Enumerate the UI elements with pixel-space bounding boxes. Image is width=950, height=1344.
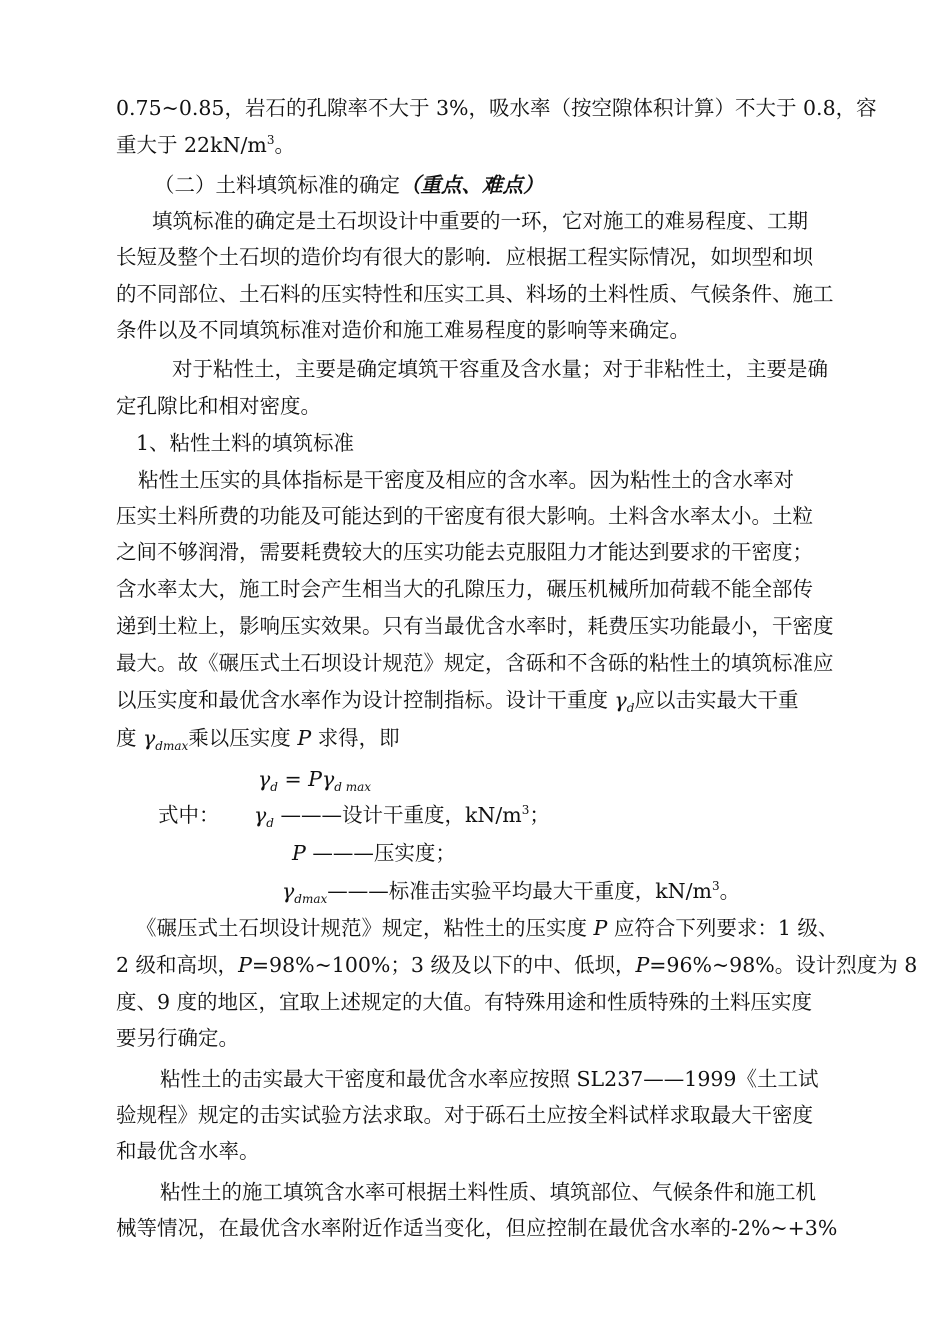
paragraph-line: 2 级和高坝，P=98%~100%；3 级及以下的中、低坝，P=96%~98%。设计烈度为 8 <box>116 953 918 977</box>
paragraph-line: 要另行确定。 <box>116 1026 239 1050</box>
paragraph-line: 条件以及不同填筑标准对造价和施工难易程度的影响等来确定。 <box>116 318 690 342</box>
paragraph-line: 之间不够润滑，需要耗费较大的压实功能去克服阻力才能达到要求的干密度； <box>116 540 813 564</box>
paragraph-line: 《碾压式土石坝设计规范》规定，粘性土的压实度 P 应符合下列要求：1 级、 <box>136 916 839 940</box>
paragraph-line: 验规程》规定的击实试验方法求取。对于砾石土应按全料试样求取最大干密度 <box>116 1103 813 1127</box>
paragraph-line: 递到土粒上，影响压实效果。只有当最优含水率时，耗费压实功能最小，干密度 <box>116 614 834 638</box>
where-item: $\gamma_{dmax}———$标准击实验平均最大干重度，$kN/m^3$。 <box>282 879 741 907</box>
paragraph-line: 长短及整个土石坝的造价均有很大的影响．应根据工程实际情况，如坝型和坝 <box>116 245 813 269</box>
paragraph-line: 填筑标准的确定是土石坝设计中重要的一环，它对施工的难易程度、工期 <box>152 209 808 233</box>
paragraph-line: 粘性土的施工填筑含水率可根据土料性质、填筑部位、气候条件和施工机 <box>160 1180 816 1204</box>
paragraph-line: 压实土料所费的功能及可能达到的干密度有很大影响。土料含水率太小。土粒 <box>116 504 813 528</box>
text-line: 重大于 $22kN/m^3$。 <box>116 133 295 157</box>
paragraph-line: 粘性土的击实最大干密度和最优含水率应按照 SL237——1999《土工试 <box>160 1067 819 1091</box>
subsection-heading: 1、粘性土料的填筑标准 <box>136 431 355 455</box>
paragraph-line: 械等情况，在最优含水率附近作适当变化，但应控制在最优含水率的-2%~+3% <box>116 1216 838 1240</box>
paragraph-line: 的不同部位、土石料的压实特性和压实工具、料场的土料性质、气候条件、施工 <box>116 282 834 306</box>
paragraph-line: 和最优含水率。 <box>116 1139 260 1163</box>
section-heading: （二）土料填筑标准的确定（重点、难点） <box>154 173 544 197</box>
where-label: 式中： <box>158 803 220 827</box>
paragraph-line: 以压实度和最优含水率作为设计控制指标。设计干重度 $\gamma_d$应以击实最大干重 <box>116 688 799 716</box>
paragraph-line: 度、9 度的地区，宜取上述规定的大值。有特殊用途和性质特殊的土料压实度 <box>116 990 813 1014</box>
paragraph-line: 对于粘性土，主要是确定填筑干容重及含水量；对于非粘性土，主要是确 <box>172 357 828 381</box>
paragraph-line: 含水率太大，施工时会产生相当大的孔隙压力，碾压机械所加荷载不能全部传 <box>116 577 813 601</box>
paragraph-line: 度 $\gamma_{dmax}$乘以压实度 P 求得，即 <box>116 726 400 754</box>
where-item: $\gamma_d$ ———设计干重度，$kN/m^3$； <box>254 803 550 831</box>
text-line: 0.75~0.85，岩石的孔隙率不大于 3%，吸水率（按空隙体积计算）不大于 0.8，容 <box>116 96 877 120</box>
paragraph-line: 定孔隙比和相对密度。 <box>116 394 321 418</box>
paragraph-line: 最大。故《碾压式土石坝设计规范》规定，含砾和不含砾的粘性土的填筑标准应 <box>116 651 834 675</box>
where-item: P ———压实度； <box>292 841 456 865</box>
formula: $\gamma_d = P\gamma_{d max}$ <box>258 767 372 795</box>
paragraph-line: 粘性土压实的具体指标是干密度及相应的含水率。因为粘性土的含水率对 <box>138 468 794 492</box>
